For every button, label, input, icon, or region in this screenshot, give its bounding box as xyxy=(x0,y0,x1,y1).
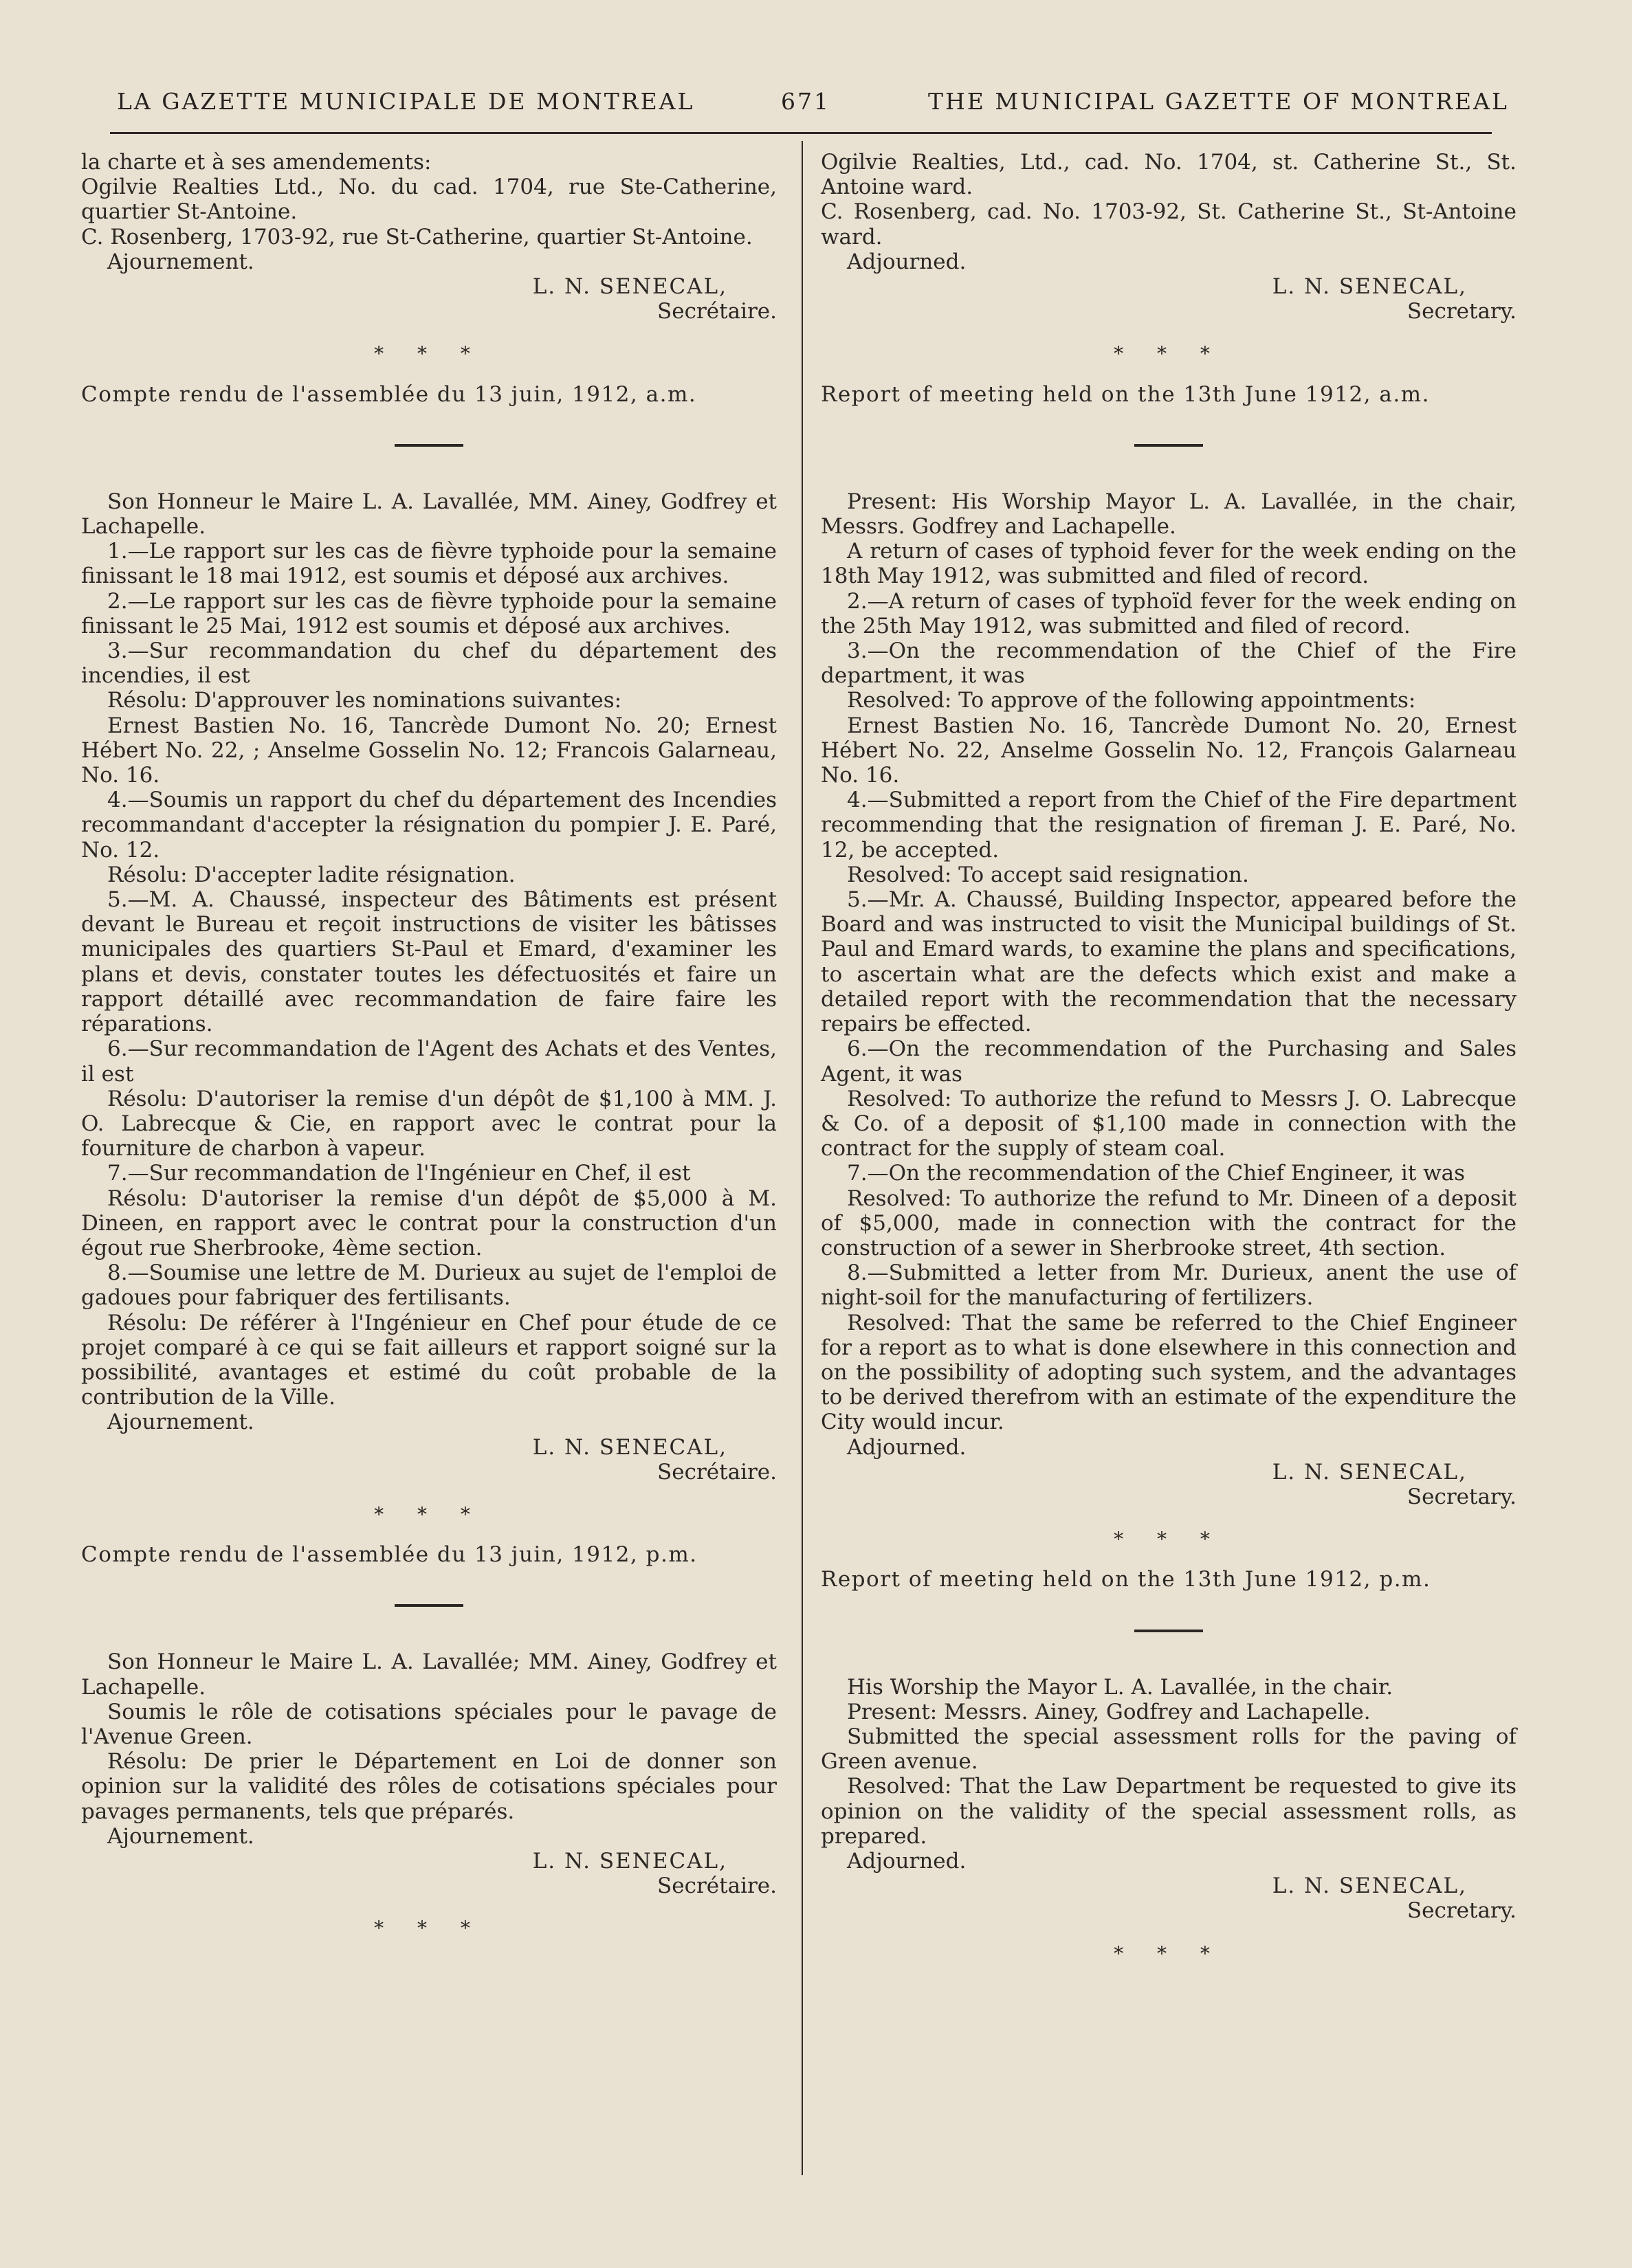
paragraph: la charte et à ses amendements: xyxy=(81,150,432,175)
paragraph: Resolved: To approve of the following appointments: xyxy=(847,688,1416,713)
adjournment: Adjourned. xyxy=(847,1434,967,1460)
meeting-title: Compte rendu de l'assemblée du 13 juin, 1912, a.m. xyxy=(81,381,697,407)
meeting-title: Report of meeting held on the 13th June 1912, p.m. xyxy=(821,1567,1431,1592)
paragraph: Ernest Bastien No. 16, Tancrède Dumont No. 20; Ernest Hébert No. 22, ; Anselme Gosselin No. 12; Francois Galarneau, No. 16. xyxy=(81,713,777,788)
paragraph: 7.—Sur recommandation de l'Ingénieur en Chef, il est xyxy=(107,1161,691,1186)
paragraph: Résolu: D'autoriser la remise d'un dépôt de $1,100 à MM. J. O. Labrecque & Cie, en rapport avec le contrat pour la fourniture de charbon à vapeur. xyxy=(81,1086,777,1161)
paragraph: Present: His Worship Mayor L. A. Lavallée, in the chair, Messrs. Godfrey and Lachapelle. xyxy=(821,489,1517,540)
adjournment: Ajournement. xyxy=(107,1823,254,1849)
signature-role: Secretary. xyxy=(1407,1484,1517,1509)
paragraph: Son Honneur le Maire L. A. Lavallée; MM. Ainey, Godfrey et Lachapelle. xyxy=(81,1649,777,1700)
adjournment: Ajournement. xyxy=(107,249,254,274)
paragraph: Résolu: De prier le Département en Loi de donner son opinion sur la validité des rôles de cotisations spéciales pour pavages permanents, tels que préparés. xyxy=(81,1749,777,1824)
paragraph: Soumis le rôle de cotisations spéciales pour le pavage de l'Avenue Green. xyxy=(81,1699,777,1749)
paragraph: Résolu: D'approuver les nominations suivantes: xyxy=(107,688,622,713)
paragraph: Resolved: To authorize the refund to Mr. Dineen of a deposit of $5,000, made in connection with the contract for the construction of a sewer in Sherbrooke street, 4th section. xyxy=(821,1186,1517,1260)
section-separator: * * * xyxy=(374,342,484,366)
title-rule xyxy=(395,1604,463,1607)
paragraph: 5.—Mr. A. Chaussé, Building Inspector, appeared before the Board and was instructed to visit the Municipal buildings of St. Paul and Emard wards, to examine the plans and specifications, to ascertain what are the defects which exist and make a detailed report with the recommendation that the necessary repairs be effected. xyxy=(821,887,1517,1037)
adjournment: Adjourned. xyxy=(847,249,967,274)
left-column xyxy=(81,150,777,1957)
paragraph: Resolved: That the same be referred to the Chief Engineer for a report as to what is done elsewhere in this connection and on the possibility of adopting such system, and the advantages to be derived therefrom with an estimate of the expenditure the City would incur. xyxy=(821,1310,1517,1435)
meeting-title: Report of meeting held on the 13th June 1912, a.m. xyxy=(821,381,1430,407)
paragraph: Resolved: To authorize the refund to Messrs J. O. Labrecque & Co. of a deposit of $1,100 made in connection with the contract for the supply of steam coal. xyxy=(821,1086,1517,1161)
paragraph: Submitted the special assessment rolls for the paving of Green avenue. xyxy=(821,1724,1517,1775)
signature-role: Secrétaire. xyxy=(657,1459,777,1485)
section-separator: * * * xyxy=(1114,342,1224,366)
paragraph: 4.—Submitted a report from the Chief of the Fire department recommending that the resignation of fireman J. E. Paré, No. 12, be accepted. xyxy=(821,788,1517,863)
signature-role: Secretary. xyxy=(1407,299,1517,324)
paragraph: 4.—Soumis un rapport du chef du département des Incendies recommandant d'accepter la résignation du pompier J. E. Paré, No. 12. xyxy=(81,788,777,863)
signature-name: L. N. SENECAL, xyxy=(532,274,727,300)
section-separator: * * * xyxy=(374,1917,484,1940)
signature-block xyxy=(821,1874,1517,1923)
signature-block xyxy=(81,274,777,324)
section-separator: * * * xyxy=(1114,1942,1224,1965)
signature-block xyxy=(81,1849,777,1898)
title-rule xyxy=(1134,444,1203,447)
signature-role: Secrétaire. xyxy=(657,299,777,324)
page-number: 671 xyxy=(781,88,830,115)
paragraph: Résolu: D'accepter ladite résignation. xyxy=(107,862,516,887)
paragraph: Ernest Bastien No. 16, Tancrède Dumont No. 20, Ernest Hébert No. 22, Anselme Gosselin No. 12, François Galarneau No. 16. xyxy=(821,713,1517,788)
paragraph: Son Honneur le Maire L. A. Lavallée, MM. Ainey, Godfrey et Lachapelle. xyxy=(81,489,777,540)
paragraph: 5.—M. A. Chaussé, inspecteur des Bâtiments est présent devant le Bureau et reçoit instructions de visiter les bâtisses municipales des quartiers St-Paul et Emard, d'examiner les plans et devis, constater toutes les défectuosités et faire un rapport détaillé avec recommandation de faire faire les réparations. xyxy=(81,887,777,1037)
header-right: THE MUNICIPAL GAZETTE OF MONTREAL xyxy=(928,88,1509,115)
signature-role: Secrétaire. xyxy=(657,1874,777,1899)
paragraph: 8.—Soumise une lettre de M. Durieux au sujet de l'emploi de gadoues pour fabriquer des fertilisants. xyxy=(81,1260,777,1311)
header-rule xyxy=(110,132,1492,134)
right-column xyxy=(821,150,1517,1981)
paragraph: Ogilvie Realties, Ltd., cad. No. 1704, st. Catherine St., St. Antoine ward. xyxy=(821,150,1517,200)
paragraph: 2.—A return of cases of typhoïd fever for the week ending on the 25th May 1912, was submitted and filed of record. xyxy=(821,588,1517,638)
signature-name: L. N. SENECAL, xyxy=(1272,274,1467,300)
paragraph: His Worship the Mayor L. A. Lavallée, in the chair. xyxy=(847,1674,1393,1700)
paragraph: C. Rosenberg, 1703-92, rue St-Catherine, quartier St-Antoine. xyxy=(81,224,753,249)
paragraph: 8.—Submitted a letter from Mr. Durieux, anent the use of night-soil for the manufacturing of fertilizers. xyxy=(821,1260,1517,1311)
signature-block xyxy=(821,1460,1517,1509)
paragraph: 3.—Sur recommandation du chef du département des incendies, il est xyxy=(81,638,777,689)
adjournment: Adjourned. xyxy=(847,1848,967,1874)
signature-name: L. N. SENECAL, xyxy=(532,1848,727,1874)
paragraph: Resolved: That the Law Department be requested to give its opinion on the validity of the special assessment rolls, as prepared. xyxy=(821,1774,1517,1849)
paragraph: Résolu: D'autoriser la remise d'un dépôt de $5,000 à M. Dineen, en rapport avec le contrat pour la construction d'un égout rue Sherbrooke, 4ème section. xyxy=(81,1186,777,1260)
paragraph: C. Rosenberg, cad. No. 1703-92, St. Catherine St., St-Antoine ward. xyxy=(821,199,1517,249)
section-separator: * * * xyxy=(374,1502,484,1526)
title-rule xyxy=(395,444,463,447)
paragraph: 2.—Le rapport sur les cas de fièvre typhoide pour la semaine finissant le 25 Mai, 1912 est soumis et déposé aux archives. xyxy=(81,588,777,638)
paragraph: 7.—On the recommendation of the Chief Engineer, it was xyxy=(847,1161,1466,1186)
signature-block xyxy=(81,1435,777,1485)
paragraph: Résolu: De référer à l'Ingénieur en Chef pour étude de ce projet comparé à ce qui se fait ailleurs et rapport soigné sur la possibilité, avantages et estimé du coût probable de la contribution de la Ville. xyxy=(81,1310,777,1410)
signature-block xyxy=(821,274,1517,324)
signature-name: L. N. SENECAL, xyxy=(532,1434,727,1460)
paragraph: Present: Messrs. Ainey, Godfrey and Lachapelle. xyxy=(847,1699,1371,1724)
paragraph: 6.—On the recommendation of the Purchasing and Sales Agent, it was xyxy=(821,1036,1517,1087)
adjournment: Ajournement. xyxy=(107,1410,254,1435)
paragraph: Resolved: To accept said resignation. xyxy=(847,862,1249,887)
paragraph: A return of cases of typhoid fever for the week ending on the 18th May 1912, was submitted and filed of record. xyxy=(821,539,1517,589)
title-rule xyxy=(1134,1630,1203,1632)
paragraph: 6.—Sur recommandation de l'Agent des Achats et des Ventes, il est xyxy=(81,1036,777,1087)
meeting-title: Compte rendu de l'assemblée du 13 juin, 1912, p.m. xyxy=(81,1542,698,1568)
signature-role: Secretary. xyxy=(1407,1898,1517,1924)
paragraph: 1.—Le rapport sur les cas de fièvre typhoide pour la semaine finissant le 18 mai 1912, est soumis et déposé aux archives. xyxy=(81,539,777,589)
column-divider xyxy=(802,141,803,2175)
header-left: LA GAZETTE MUNICIPALE DE MONTREAL xyxy=(117,88,695,115)
paragraph: Ogilvie Realties Ltd., No. du cad. 1704, rue Ste-Catherine, quartier St-Antoine. xyxy=(81,175,777,225)
section-separator: * * * xyxy=(1114,1528,1224,1551)
paragraph: 3.—On the recommendation of the Chief of the Fire department, it was xyxy=(821,638,1517,689)
signature-name: L. N. SENECAL, xyxy=(1272,1874,1467,1899)
signature-name: L. N. SENECAL, xyxy=(1272,1459,1467,1485)
